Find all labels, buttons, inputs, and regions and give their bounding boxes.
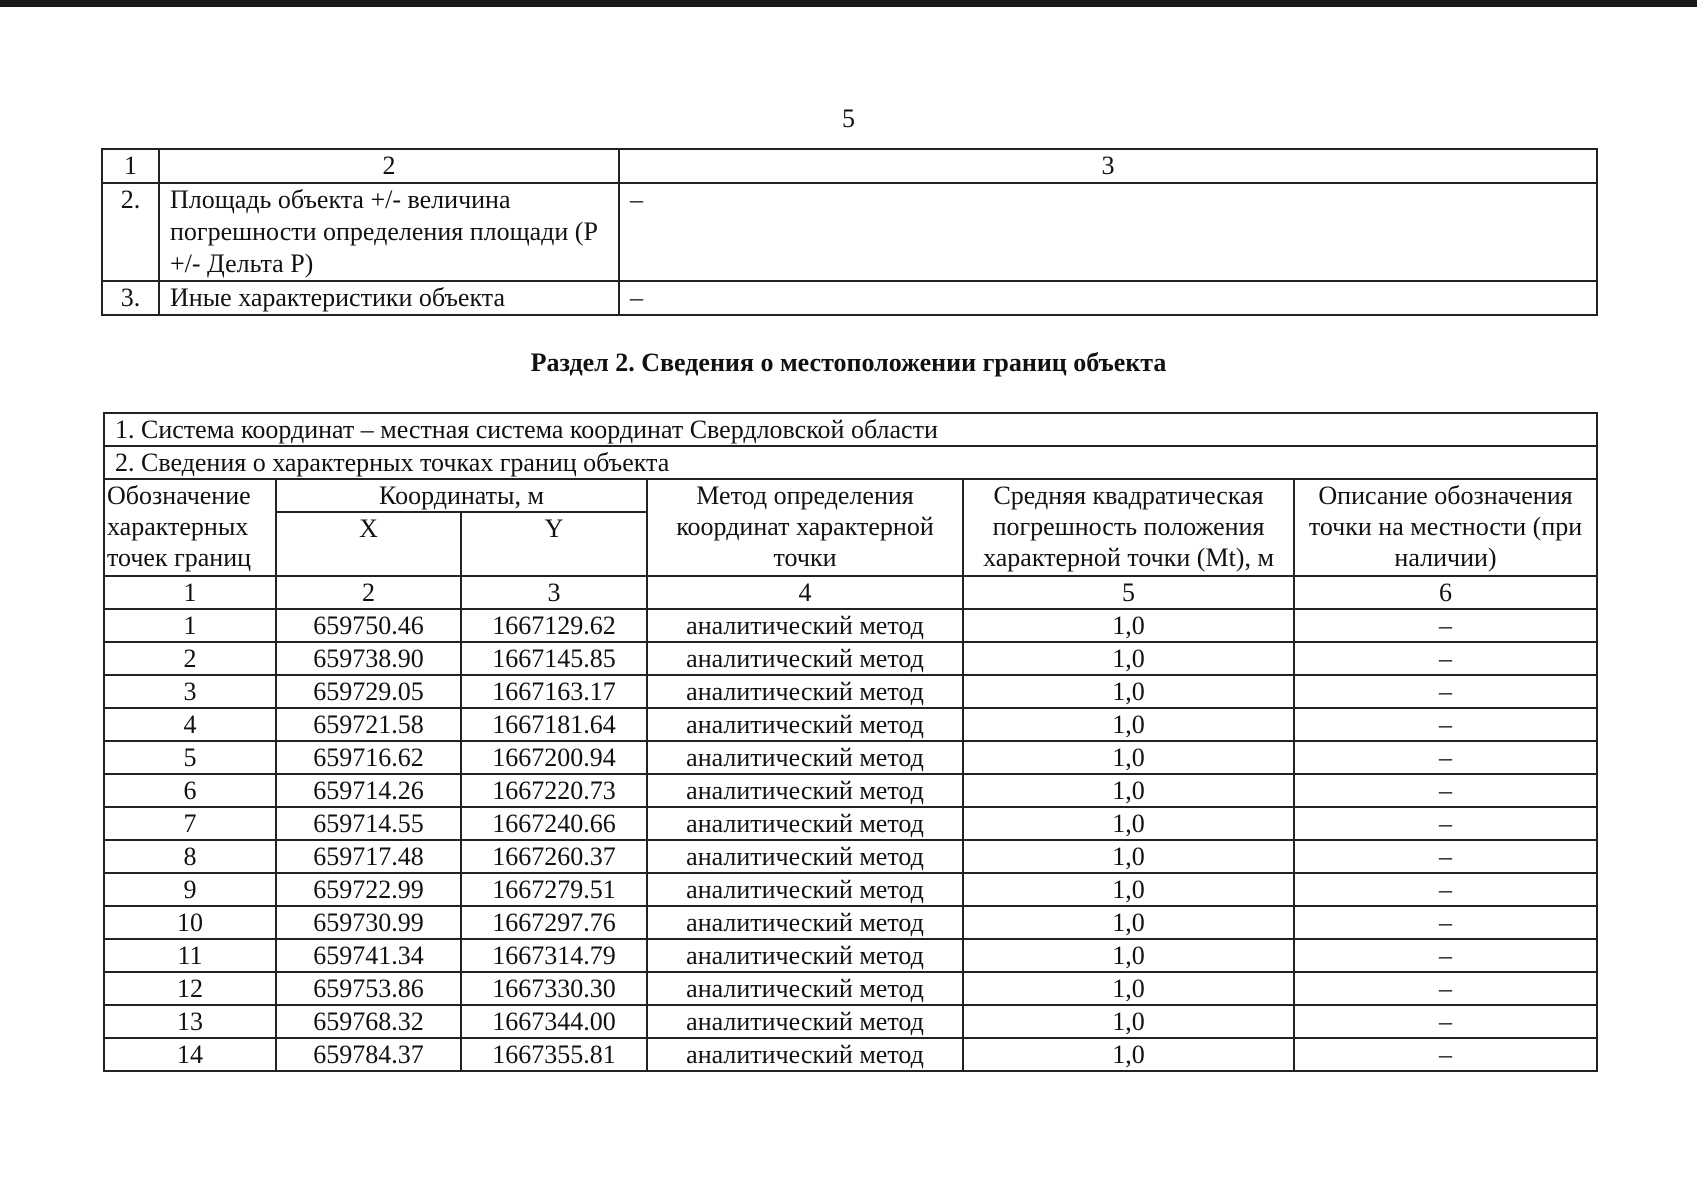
point-number-cell: 14 xyxy=(104,1038,276,1071)
description-cell: – xyxy=(1294,774,1597,807)
column-numbers-row xyxy=(104,576,1597,609)
method-cell: аналитический метод xyxy=(647,642,963,675)
object-characteristics-table xyxy=(101,148,1598,316)
method-cell: аналитический метод xyxy=(647,840,963,873)
point-number-cell: 8 xyxy=(104,840,276,873)
header-y: Y xyxy=(461,512,647,576)
error-cell: 1,0 xyxy=(963,873,1294,906)
x-coordinate-cell: 659784.37 xyxy=(276,1038,461,1071)
y-coordinate-cell: 1667163.17 xyxy=(461,675,647,708)
method-cell: аналитический метод xyxy=(647,939,963,972)
x-coordinate-cell: 659738.90 xyxy=(276,642,461,675)
y-coordinate-cell: 1667297.76 xyxy=(461,906,647,939)
description-cell: – xyxy=(1294,1005,1597,1038)
point-number-cell: 6 xyxy=(104,774,276,807)
description-cell: – xyxy=(1294,708,1597,741)
table1-header-cell: 3 xyxy=(619,149,1597,183)
point-number-cell: 12 xyxy=(104,972,276,1005)
point-number-cell: 4 xyxy=(104,708,276,741)
x-coordinate-cell: 659714.26 xyxy=(276,774,461,807)
table-row xyxy=(104,609,1597,642)
error-cell: 1,0 xyxy=(963,939,1294,972)
table1-header-cell: 1 xyxy=(102,149,159,183)
boundary-points-table xyxy=(103,412,1598,1072)
y-coordinate-cell: 1667355.81 xyxy=(461,1038,647,1071)
x-coordinate-cell: 659750.46 xyxy=(276,609,461,642)
method-cell: аналитический метод xyxy=(647,675,963,708)
method-cell: аналитический метод xyxy=(647,774,963,807)
page-number: 5 xyxy=(842,104,855,133)
y-coordinate-cell: 1667129.62 xyxy=(461,609,647,642)
y-coordinate-cell: 1667330.30 xyxy=(461,972,647,1005)
method-cell: аналитический метод xyxy=(647,972,963,1005)
description-cell: – xyxy=(1294,939,1597,972)
header-error: Средняя квадратическая погрешность положения характерной точки (Mt), м xyxy=(963,479,1294,576)
table1-row-value: – xyxy=(619,281,1597,315)
description-cell: – xyxy=(1294,741,1597,774)
header-coordinates: Координаты, м xyxy=(276,479,647,512)
x-coordinate-cell: 659730.99 xyxy=(276,906,461,939)
x-coordinate-cell: 659741.34 xyxy=(276,939,461,972)
x-coordinate-cell: 659768.32 xyxy=(276,1005,461,1038)
table-row xyxy=(104,708,1597,741)
method-cell: аналитический метод xyxy=(647,906,963,939)
y-coordinate-cell: 1667181.64 xyxy=(461,708,647,741)
coord-system-cell: 1. Система координат – местная система координат Свердловской области xyxy=(104,413,1597,446)
point-number-cell: 7 xyxy=(104,807,276,840)
table-row xyxy=(104,1038,1597,1071)
description-cell: – xyxy=(1294,675,1597,708)
y-coordinate-cell: 1667220.73 xyxy=(461,774,647,807)
method-cell: аналитический метод xyxy=(647,708,963,741)
point-number-cell: 1 xyxy=(104,609,276,642)
error-cell: 1,0 xyxy=(963,774,1294,807)
y-coordinate-cell: 1667344.00 xyxy=(461,1005,647,1038)
point-number-cell: 10 xyxy=(104,906,276,939)
description-cell: – xyxy=(1294,1038,1597,1071)
table1-row-number: 2. xyxy=(102,183,159,281)
description-cell: – xyxy=(1294,807,1597,840)
header-method: Метод определения координат характерной точки xyxy=(647,479,963,576)
method-cell: аналитический метод xyxy=(647,1038,963,1071)
table-row xyxy=(104,642,1597,675)
point-number-cell: 5 xyxy=(104,741,276,774)
description-cell: – xyxy=(1294,906,1597,939)
column-number-cell: 4 xyxy=(647,576,963,609)
method-cell: аналитический метод xyxy=(647,873,963,906)
error-cell: 1,0 xyxy=(963,741,1294,774)
table-row xyxy=(104,873,1597,906)
header-row-1 xyxy=(104,479,1597,512)
point-number-cell: 9 xyxy=(104,873,276,906)
table-row xyxy=(104,741,1597,774)
scan-top-border xyxy=(0,0,1697,7)
x-coordinate-cell: 659729.05 xyxy=(276,675,461,708)
description-cell: – xyxy=(1294,840,1597,873)
table-row xyxy=(104,774,1597,807)
table1-row-label: Площадь объекта +/- величина погрешности определения площади (P +/- Дельта P) xyxy=(159,183,619,281)
table-row xyxy=(104,939,1597,972)
error-cell: 1,0 xyxy=(963,906,1294,939)
table-row xyxy=(104,972,1597,1005)
method-cell: аналитический метод xyxy=(647,807,963,840)
table-row xyxy=(104,906,1597,939)
x-coordinate-cell: 659716.62 xyxy=(276,741,461,774)
error-cell: 1,0 xyxy=(963,642,1294,675)
table1-header-row xyxy=(102,149,1597,183)
error-cell: 1,0 xyxy=(963,840,1294,873)
point-number-cell: 11 xyxy=(104,939,276,972)
y-coordinate-cell: 1667200.94 xyxy=(461,741,647,774)
table-row xyxy=(104,675,1597,708)
table-row xyxy=(104,1005,1597,1038)
point-number-cell: 2 xyxy=(104,642,276,675)
y-coordinate-cell: 1667279.51 xyxy=(461,873,647,906)
x-coordinate-cell: 659722.99 xyxy=(276,873,461,906)
points-title-row xyxy=(104,446,1597,479)
table-row xyxy=(104,840,1597,873)
method-cell: аналитический метод xyxy=(647,609,963,642)
x-coordinate-cell: 659717.48 xyxy=(276,840,461,873)
error-cell: 1,0 xyxy=(963,675,1294,708)
column-number-cell: 5 xyxy=(963,576,1294,609)
error-cell: 1,0 xyxy=(963,1005,1294,1038)
description-cell: – xyxy=(1294,873,1597,906)
method-cell: аналитический метод xyxy=(647,741,963,774)
error-cell: 1,0 xyxy=(963,972,1294,1005)
x-coordinate-cell: 659753.86 xyxy=(276,972,461,1005)
error-cell: 1,0 xyxy=(963,708,1294,741)
y-coordinate-cell: 1667260.37 xyxy=(461,840,647,873)
error-cell: 1,0 xyxy=(963,1038,1294,1071)
header-x: X xyxy=(276,512,461,576)
x-coordinate-cell: 659721.58 xyxy=(276,708,461,741)
method-cell: аналитический метод xyxy=(647,1005,963,1038)
error-cell: 1,0 xyxy=(963,609,1294,642)
column-number-cell: 3 xyxy=(461,576,647,609)
column-number-cell: 6 xyxy=(1294,576,1597,609)
table1-row-area xyxy=(102,183,1597,281)
column-number-cell: 1 xyxy=(104,576,276,609)
error-cell: 1,0 xyxy=(963,807,1294,840)
table1-row-value: – xyxy=(619,183,1597,281)
table1-header-cell: 2 xyxy=(159,149,619,183)
header-description: Описание обозначения точки на местности (при наличии) xyxy=(1294,479,1597,576)
column-number-cell: 2 xyxy=(276,576,461,609)
description-cell: – xyxy=(1294,972,1597,1005)
y-coordinate-cell: 1667145.85 xyxy=(461,642,647,675)
description-cell: – xyxy=(1294,609,1597,642)
description-cell: – xyxy=(1294,642,1597,675)
y-coordinate-cell: 1667314.79 xyxy=(461,939,647,972)
point-number-cell: 13 xyxy=(104,1005,276,1038)
table1-row-other xyxy=(102,281,1597,315)
coord-system-row xyxy=(104,413,1597,446)
section-title: Раздел 2. Сведения о местоположении границ объекта xyxy=(530,348,1167,377)
points-title-cell: 2. Сведения о характерных точках границ объекта xyxy=(104,446,1597,479)
table1-row-number: 3. xyxy=(102,281,159,315)
y-coordinate-cell: 1667240.66 xyxy=(461,807,647,840)
table1-row-label: Иные характеристики объекта xyxy=(159,281,619,315)
header-designation: Обозначение характерных точек границ xyxy=(104,479,276,576)
point-number-cell: 3 xyxy=(104,675,276,708)
x-coordinate-cell: 659714.55 xyxy=(276,807,461,840)
table-row xyxy=(104,807,1597,840)
